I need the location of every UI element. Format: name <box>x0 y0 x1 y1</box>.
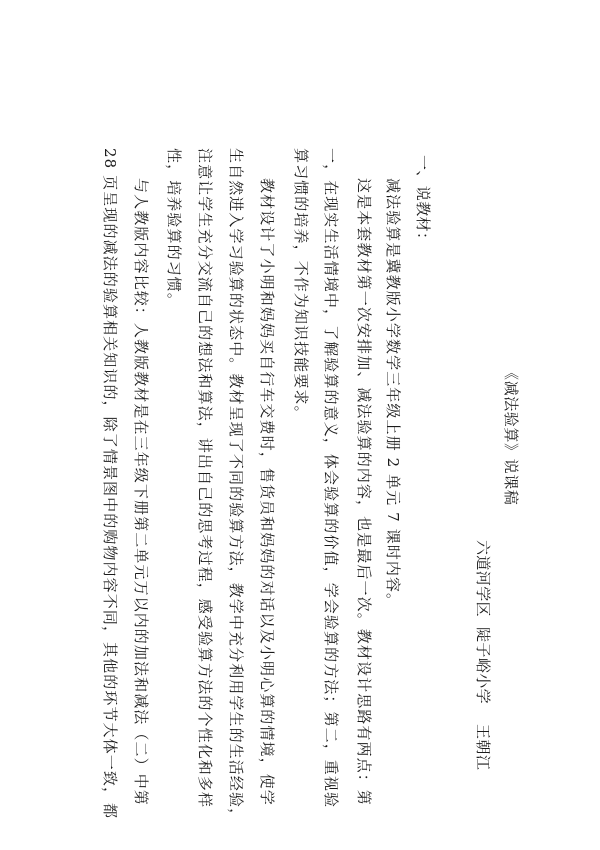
author-district: 六道河学区 <box>474 540 492 618</box>
body-line: 与人教版内容比较：人教版教材是在三年级下册第二单元万以内的加法和减法（二）中第 <box>132 178 150 806</box>
author-line <box>475 540 490 770</box>
author-name: 王朝江 <box>474 724 492 771</box>
body-line: 生自然进入学习验算的状态中。教材呈现了不同的验算方法，教学中充分利用学生的生活经验， <box>227 148 245 825</box>
body-line: 性，培养验算的习惯。 <box>165 148 183 310</box>
body-line: 这是本套教材第一次安排加、减法验算的内容，也是最后一次。教材设计思路有两点：第 <box>355 178 373 806</box>
body-line: 教材设计了小明和妈妈买自行车交费时，售货员和妈妈的对话以及小明心算的情境，使学 <box>258 178 276 806</box>
section-heading: 一、说教材： <box>414 155 432 248</box>
body-line: 算习惯的培养，不作为知识技能要求。 <box>292 148 310 422</box>
document-title: 《减法验算》说课稿 <box>502 365 520 506</box>
body-line: 一，在现实生活情境中，了解验算的意义，体会验算的价值，学会验算的方法；第二，重视验 <box>322 148 340 809</box>
body-line: 28 页呈现的减法的验算相关知识的，除了情景图中的购物内容不同，其他的环节大体一致，都 <box>101 148 119 820</box>
body-line: 注意让学生充分交流自己的想法和算法，讲出自己的思考过程，感受验算方法的个性化和多样 <box>196 148 214 809</box>
body-line: 减法验算是冀教版小学数学三年级上册 2 单元 7 课时内容。 <box>384 178 402 610</box>
author-school: 陡子峪小学 <box>474 627 492 705</box>
